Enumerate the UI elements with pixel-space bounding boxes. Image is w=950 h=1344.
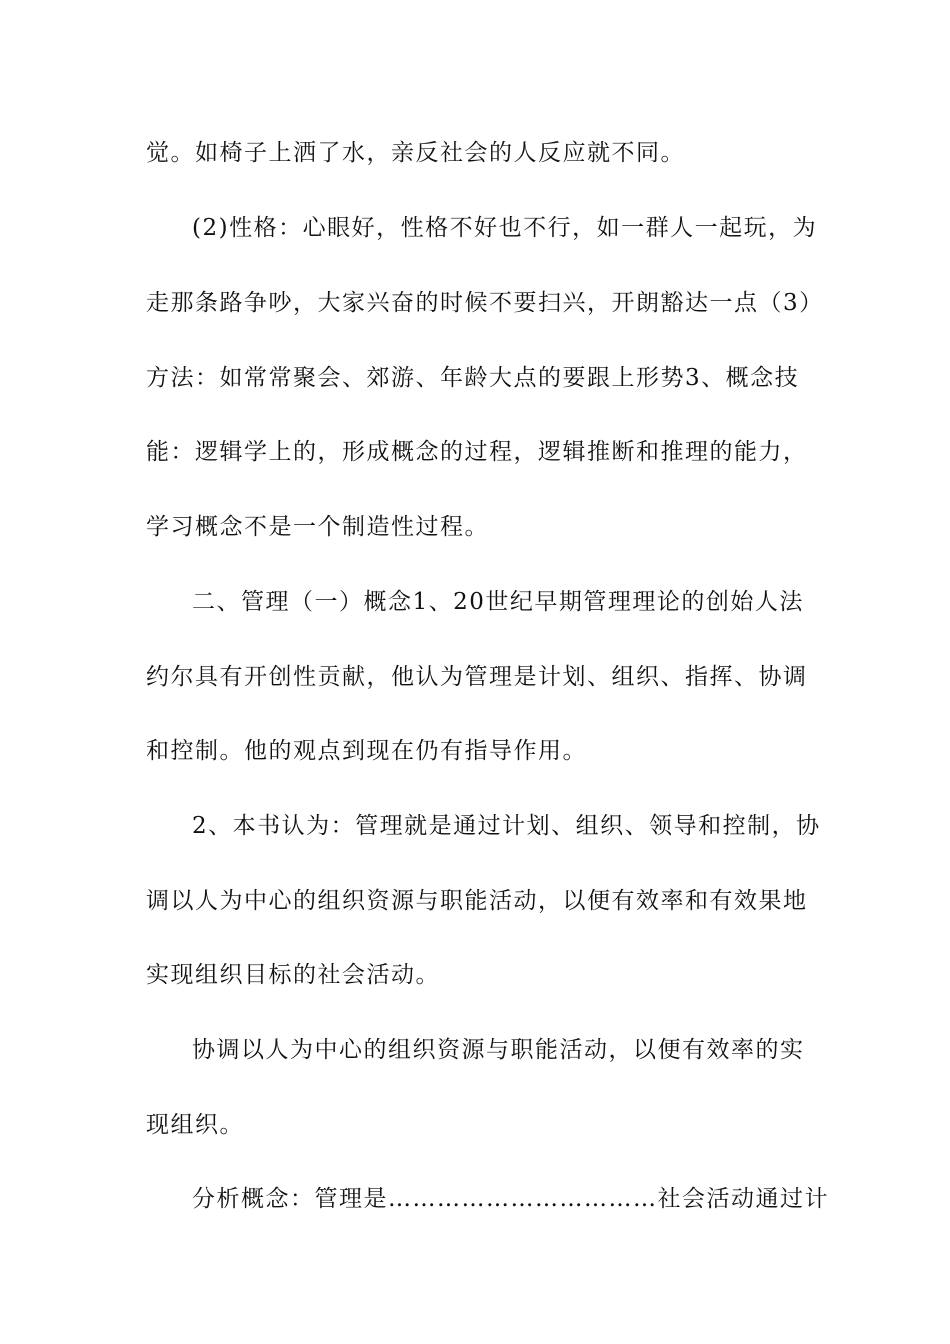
text-line-6: 学习概念不是一个制造性过程。 xyxy=(146,514,489,540)
text-line-12: 实现组织目标的社会活动。 xyxy=(146,962,440,988)
text-line-2: (2)性格：心眼好，性格不好也不行，如一群人一起玩，为 xyxy=(192,215,818,241)
text-line-5: 能：逻辑学上的，形成概念的过程，逻辑推断和推理的能力， xyxy=(146,439,808,465)
text-line-3: 走那条路争吵，大家兴奋的时候不要扫兴，开朗豁达一点（3） xyxy=(146,290,824,316)
text-line-9: 和控制。他的观点到现在仍有指导作用。 xyxy=(146,738,587,764)
text-line-11: 调以人为中心的组织资源与职能活动，以便有效率和有效果地 xyxy=(146,888,808,914)
text-line-8: 约尔具有开创性贡献，他认为管理是计划、组织、指挥、协调 xyxy=(146,664,808,690)
text-line-4: 方法：如常常聚会、郊游、年龄大点的要跟上形势3、概念技 xyxy=(146,365,800,391)
text-line-1: 觉。如椅子上洒了水，亲反社会的人反应就不同。 xyxy=(146,140,685,166)
text-line-7: 二、管理（一）概念1、20世纪早期管理理论的创始人法 xyxy=(192,589,804,615)
text-line-10: 2、本书认为：管理就是通过计划、组织、领导和控制，协 xyxy=(192,813,821,839)
text-line-15: 分析概念：管理是……………………………社会活动通过计 xyxy=(192,1186,829,1212)
text-line-13: 协调以人为中心的组织资源与职能活动，以便有效率的实 xyxy=(192,1037,805,1063)
text-line-14: 现组织。 xyxy=(146,1112,244,1138)
